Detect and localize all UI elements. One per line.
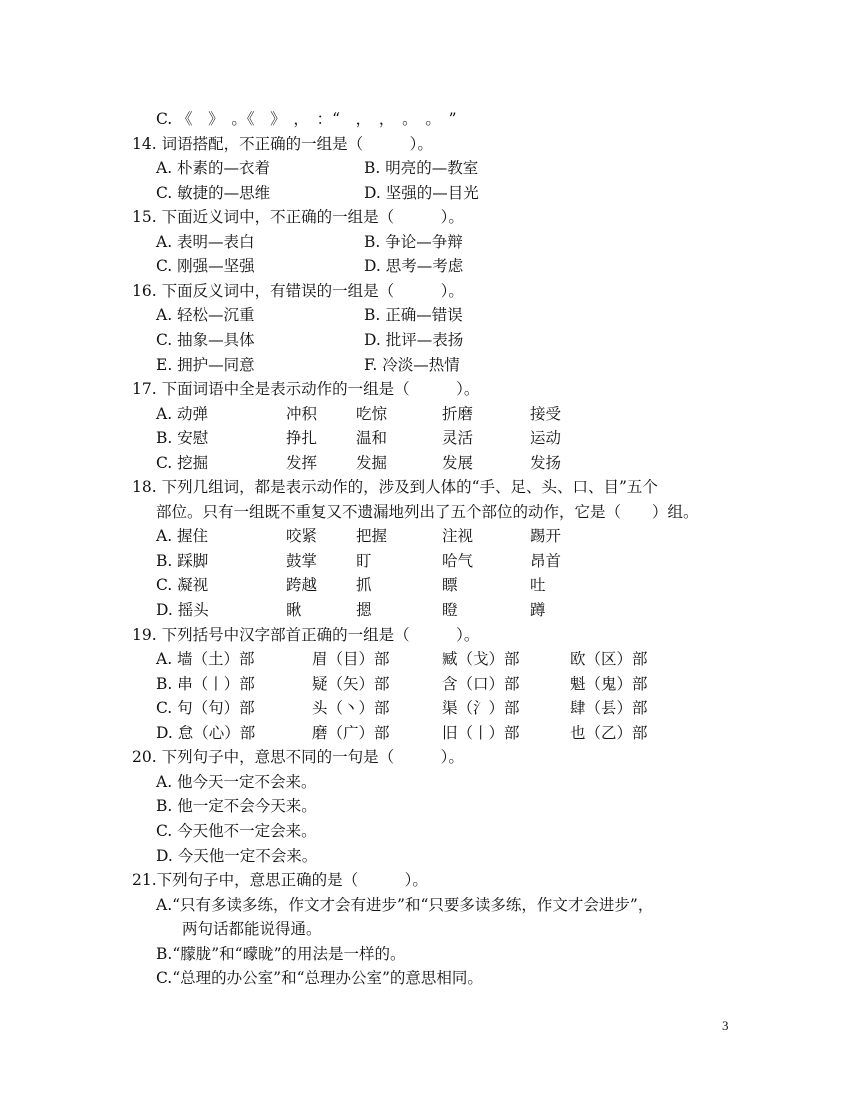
option-cell: 也（乙）部 [570, 723, 648, 742]
line-text: C. 今天他不一定会来。 [156, 821, 317, 840]
option-cell: 渠（氵）部 [442, 699, 520, 718]
line-text: 14. 词语搭配，不正确的一组是（ ）。 [132, 134, 433, 153]
option-cell: 踢开 [530, 527, 562, 546]
option-cell: 瞅 [286, 601, 302, 619]
option-cell: F. 冷淡—热情 [364, 355, 460, 374]
option-cell: 吃惊 [356, 404, 388, 423]
option-cell: 瞪 [442, 601, 458, 619]
option-cell: C. 挖掘 [156, 453, 209, 472]
option-cell: 把握 [356, 527, 388, 546]
option-cell: 温和 [356, 429, 388, 448]
option-cell: 灵活 [442, 429, 474, 448]
option-cell: E. 拥护—同意 [156, 355, 255, 374]
option-cell: 旧（丨）部 [442, 723, 520, 742]
line-text: B. 他一定不会今天来。 [156, 797, 317, 816]
option-cell: 吐 [530, 576, 546, 595]
option-cell: 欧（区）部 [570, 650, 648, 669]
option-cell: 跨越 [286, 576, 318, 595]
option-cell: 注视 [442, 527, 474, 546]
option-cell: 瞟 [442, 576, 458, 595]
option-cell: B. 踩脚 [156, 551, 209, 570]
line-text: 18. 下列几组词，都是表示动作的，涉及到人体的“手、足、头、口、目”五个 [132, 478, 658, 497]
option-cell: 哈气 [442, 551, 474, 570]
option-cell: B. 串（丨）部 [156, 674, 255, 693]
option-cell: 冲积 [286, 404, 318, 423]
line-text: D. 今天他一定不会来。 [156, 846, 318, 865]
option-cell: 摁 [356, 601, 372, 619]
option-cell: A. 握住 [156, 527, 209, 546]
option-cell: 疑（矢）部 [312, 674, 390, 693]
page-number: 3 [722, 1018, 729, 1033]
option-cell: 臧（戈）部 [442, 650, 520, 669]
option-cell: 发挥 [286, 453, 318, 472]
line-text: 20. 下列句子中，意思不同的一句是（ ）。 [132, 748, 464, 767]
option-cell: B. 正确—错误 [364, 306, 463, 325]
line-text: C. 《 》 。《 》 ， ：“ ， ， 。 。 ” [156, 110, 457, 128]
option-cell: A. 动弹 [156, 404, 209, 423]
line-text: C.“总理的办公室”和“总理办公室”的意思相同。 [156, 969, 483, 988]
line-text: 两句话都能说得通。 [182, 920, 322, 939]
option-cell: 盯 [356, 551, 372, 570]
option-cell: A. 轻松—沉重 [156, 306, 255, 325]
line-text: 16. 下面反义词中，有错误的一组是（ ）。 [132, 281, 464, 300]
option-cell: A. 朴素的—衣着 [156, 159, 271, 178]
option-cell: 折磨 [442, 404, 474, 423]
option-cell: C. 句（句）部 [156, 699, 255, 718]
option-cell: D. 思考—考虑 [364, 257, 464, 276]
option-cell: 蹲 [530, 601, 546, 619]
option-cell: 发掘 [356, 453, 388, 472]
option-cell: 昂首 [530, 551, 562, 570]
option-cell: 含（口）部 [442, 674, 520, 693]
option-cell: A. 表明—表白 [156, 232, 255, 251]
option-cell: 头（丶）部 [312, 699, 390, 718]
option-cell: B. 安慰 [156, 429, 209, 448]
line-text: 17. 下面词语中全是表示动作的一组是（ ）。 [132, 380, 480, 399]
option-cell: D. 怠（心）部 [156, 723, 256, 742]
line-text: 部位。只有一组既不重复又不遗漏地列出了五个部位的动作，它是（ ）组。 [156, 502, 699, 521]
option-cell: B. 争论—争辩 [364, 232, 463, 251]
option-cell: 发扬 [530, 453, 562, 472]
option-cell: 抓 [356, 576, 372, 595]
line-text: B.“朦胧”和“曚昽”的用法是一样的。 [156, 944, 406, 963]
option-cell: 魁（鬼）部 [570, 674, 648, 693]
option-cell: 肆（镸）部 [570, 699, 648, 718]
option-cell: D. 摇头 [156, 601, 209, 619]
line-text: 15. 下面近义词中，不正确的一组是（ ）。 [132, 208, 464, 227]
option-cell: 挣扎 [286, 429, 318, 448]
line-text: 21.下列句子中，意思正确的是（ ）。 [132, 871, 428, 890]
option-cell: C. 凝视 [156, 576, 209, 595]
line-text: A.“只有多读多练，作文才会有进步”和“只要多读多练，作文才会进步”， [156, 895, 654, 914]
option-cell: 发展 [442, 453, 474, 472]
option-cell: B. 明亮的—教室 [364, 159, 479, 178]
option-cell: 运动 [530, 429, 562, 448]
option-cell: 眉（目）部 [312, 650, 390, 669]
option-cell: C. 敏捷的—思维 [156, 183, 271, 202]
option-cell: D. 批评—表扬 [364, 330, 464, 349]
line-text: A. 他今天一定不会来。 [156, 772, 317, 791]
option-cell: C. 抽象—具体 [156, 330, 255, 349]
line-text: 19. 下列括号中汉字部首正确的一组是（ ）。 [132, 625, 480, 644]
option-cell: D. 坚强的—目光 [364, 183, 479, 202]
option-cell: 接受 [530, 404, 562, 423]
option-cell: 鼓掌 [286, 551, 318, 570]
option-cell: 咬紧 [286, 527, 318, 546]
option-cell: 磨（广）部 [312, 723, 390, 742]
option-cell: C. 刚强—坚强 [156, 257, 255, 276]
option-cell: A. 墙（土）部 [156, 650, 255, 669]
